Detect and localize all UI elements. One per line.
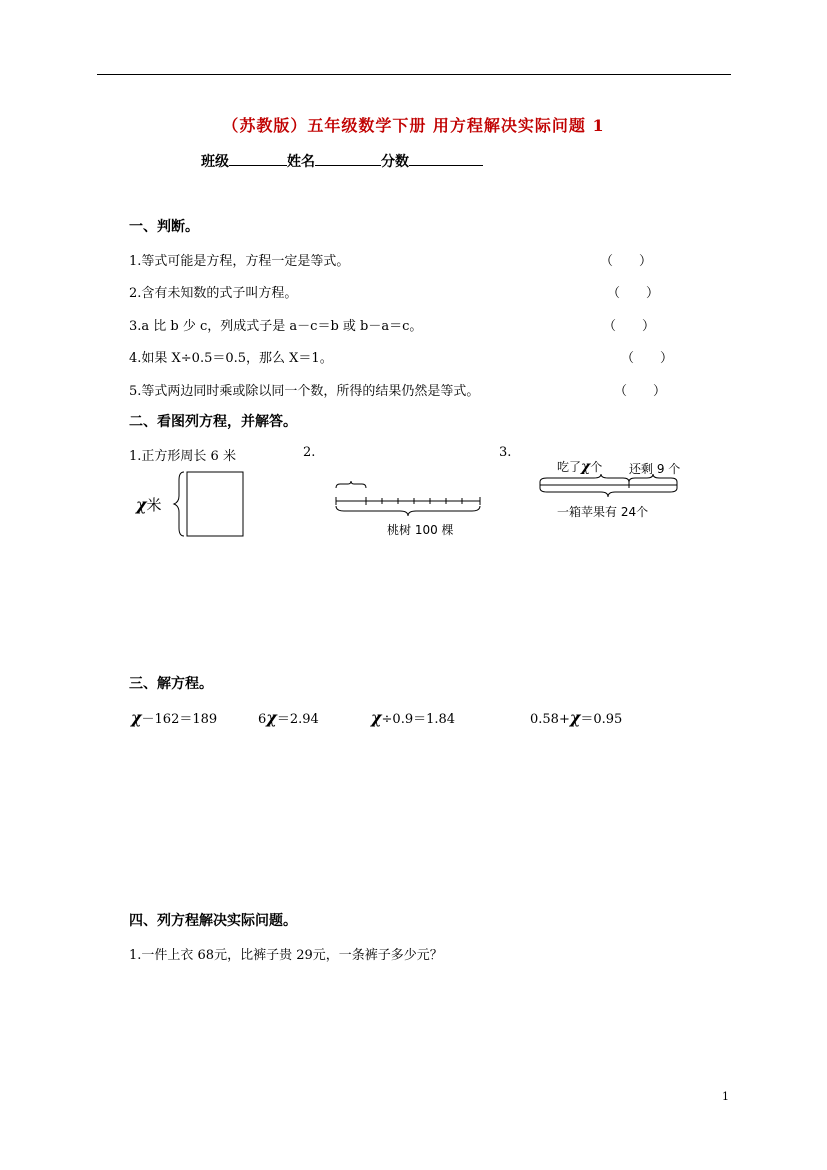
section1-heading: 一、判断。 — [129, 219, 199, 235]
word-problem-1: 1.一件上衣 68元，比裤子贵 29元，一条裤子多少元？ — [129, 948, 443, 963]
figure3-label: 3. — [499, 445, 512, 460]
judge-paren-2[interactable]: （ ） — [607, 286, 660, 301]
one-part-brace — [336, 481, 366, 488]
remaining-brace — [629, 474, 677, 482]
figure1-label: 1.正方形周长 6 米 — [129, 449, 236, 464]
peach-tree-caption: 桃树 100 棵 — [387, 523, 454, 537]
section4-heading: 四、列方程解决实际问题。 — [129, 913, 297, 929]
equation-3: χ÷0.9＝1.84 — [371, 708, 456, 727]
judge-item-3: 3.a 比 b 少 c，列成式子是 a－c＝b 或 b－a＝c。 — [129, 319, 423, 334]
judge-item-2: 2.含有未知数的式子叫方程。 — [129, 286, 298, 301]
judge-paren-1[interactable]: （ ） — [600, 254, 653, 269]
worksheet-title: （苏教版）五年级数学下册 用方程解决实际问题 1 — [222, 116, 605, 135]
header-rule — [97, 74, 731, 75]
section3-heading: 三、解方程。 — [129, 676, 213, 692]
square-shape — [187, 472, 243, 536]
judge-paren-4[interactable]: （ ） — [621, 351, 674, 366]
total-brace — [336, 506, 480, 516]
page-number: 1 — [722, 1090, 729, 1103]
judge-item-5: 5.等式两边同时乘或除以同一个数，所得的结果仍然是等式。 — [129, 384, 480, 399]
name-blank — [315, 151, 381, 166]
equation-4: 0.58+χ＝0.95 — [530, 708, 623, 727]
judge-paren-3[interactable]: （ ） — [603, 319, 656, 334]
score-blank — [409, 151, 483, 166]
figure2-label: 2. — [303, 445, 316, 460]
apple-caption: 一箱苹果有 24个 — [557, 505, 649, 519]
equation-1: χ－162＝189 — [131, 708, 218, 727]
apple-diagram — [537, 472, 685, 502]
square-side-brace — [174, 472, 184, 536]
section2-heading: 二、看图列方程，并解答。 — [129, 414, 297, 430]
judge-paren-5[interactable]: （ ） — [614, 384, 667, 399]
square-figure — [170, 468, 250, 540]
class-blank — [229, 151, 287, 166]
name-label: 姓名 — [287, 154, 315, 170]
score-label: 分数 — [381, 154, 409, 170]
eaten-label: 吃了χ个 — [557, 459, 603, 475]
total-apple-brace — [540, 488, 677, 497]
class-label: 班级 — [201, 154, 229, 170]
square-side-label: χ米 — [136, 495, 162, 514]
equation-2: 6χ＝2.94 — [258, 708, 319, 727]
judge-item-1: 1.等式可能是方程，方程一定是等式。 — [129, 254, 350, 269]
eaten-brace — [540, 474, 629, 482]
judge-item-4: 4.如果 X÷0.5＝0.5，那么 X＝1。 — [129, 351, 333, 366]
remaining-label: 还剩 9 个 — [629, 462, 681, 476]
student-info-line — [201, 151, 483, 171]
